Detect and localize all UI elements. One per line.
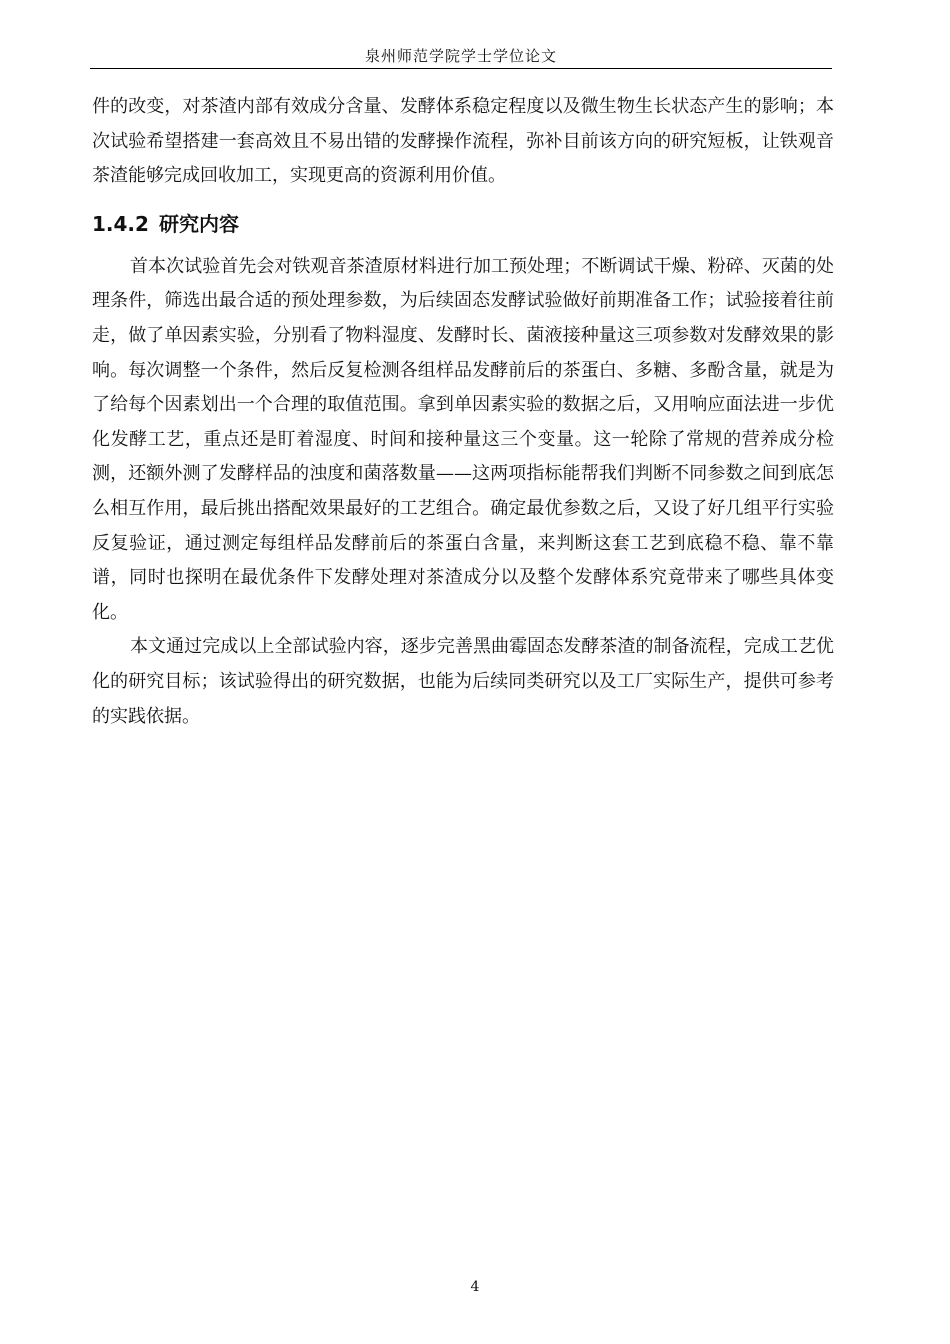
section-heading xyxy=(92,206,834,242)
section-number: 1.4.2 xyxy=(92,211,149,236)
body-paragraph-2: 本文通过完成以上全部试验内容，逐步完善黑曲霉固态发酵茶渣的制备流程，完成工艺优化的研究目标；该试验得出的研究数据，也能为后续同类研究以及工厂实际生产，提供可参考的实践依据。 xyxy=(92,636,834,727)
continuation-paragraph: 件的改变，对茶渣内部有效成分含量、发酵体系稳定程度以及微生物生长状态产生的影响；本次试验希望搭建一套高效且不易出错的发酵操作流程，弥补目前该方向的研究短板，让铁观音茶渣能够完成回收加工，实现更高的资源利用价值。 xyxy=(92,96,834,187)
body-paragraph-1: 首本次试验首先会对铁观音茶渣原材料进行加工预处理；不断调试干燥、粉碎、灭菌的处理条件，筛选出最合适的预处理参数，为后续固态发酵试验做好前期准备工作；试验接着往前走，做了单因素实验，分别看了物料湿度、发酵时长、菌液接种量这三项参数对发酵效果的影响。每次调整一个条件，然后反复检测各组样品发酵前后的茶蛋白、多糖、多酚含量，就是为了给每个因素划出一个合理的取值范围。拿到单因素实验的数据之后，又用响应面法进一步优化发酵工艺，重点还是盯着湿度、时间和接种量这三个变量。这一轮除了常规的营养成分检测，还额外测了发酵样品的浊度和菌落数量——这两项指标能帮我们判断不同参数之间到底怎么相互作用，最后挑出搭配效果最好的工艺组合。确定最优参数之后，又设了好几组平行实验反复验证，通过测定每组样品发酵前后的茶蛋白含量，来判断这套工艺到底稳不稳、靠不靠谱，同时也探明在最优条件下发酵处理对茶渣成分以及整个发酵体系究竟带来了哪些具体变化。 xyxy=(92,255,834,623)
header-rule xyxy=(90,68,832,69)
section-title: 研究内容 xyxy=(158,211,239,236)
running-header: 泉州师范学院学士学位论文 xyxy=(364,47,557,65)
page-number: 4 xyxy=(470,1279,480,1295)
document-body xyxy=(92,90,834,734)
